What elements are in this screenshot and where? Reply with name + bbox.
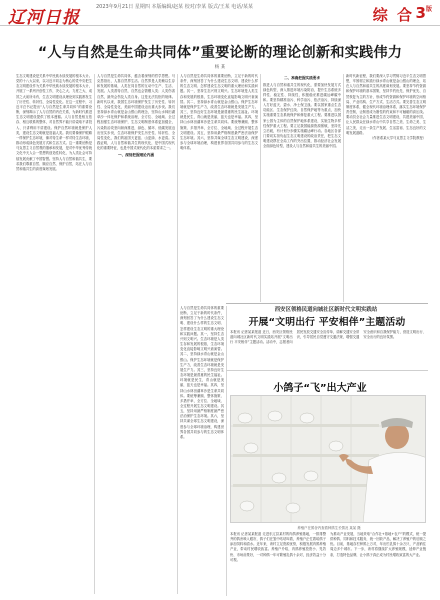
section-name: 综 合: [372, 6, 414, 24]
story1-column-1: [16, 74, 92, 594]
story1-col4-text: 推进人与自然和谐共生的现代化，需要加快发展方式绿色转型，深入推进环境污染防治，提升生态系统多样性、稳定性、持续性，积极稳妥推进碳达峰碳中和。要坚持精准治污、科学治污、依法治污，持续深入打好蓝天、碧水、净土保卫战。要以国家重点生态功能区、生态保护红线、自然保护地等为重点，加快实施重要生态系统保护和修复重大工程。要推进以国家公园为主体的自然保护地体系建设，实施生物多样性保护重大工程。要立足我国能源资源禀赋，坚持先立后破，有计划分步骤实施碳达峰行动。各地区各部门要切实担负起生态文明建设的政治责任，把生态文明建设摆在全局工作的突出位置，推动经济社会发展全面绿色转型，建设人与自然和谐共生的美丽中国。: [263, 82, 341, 149]
story1-col2-text: 人与自然是生命共同体，蕴含着深刻的哲学思想。马克思指出，人靠自然界生活。自然界是人类赖以生存和发展的基础，人类在同自然的互动中生产、生活、发展。人类善待自然，自然也会馈赠人类；人类伤害自然，最终会伤及人类自身。这是无法抗拒的规律。新时代以来，我国生态环境保护发生了历史性、转折性、全局性变化，美丽中国建设迈出重大步伐。我们坚持绿水青山就是金山银山的理念，坚持山水林田湖草沙一体化保护和系统治理，全方位、全地域、全过程加强生态环境保护，生态文明制度体系更加健全，污染防治攻坚向纵深推进，绿色、循环、低碳发展迈出坚实步伐，生态环境保护发生历史性、转折性、全局性变化，我们的祖国天更蓝、山更绿、水更清。实践证明，人与自然和谐共生的现代化，是中国式现代化的重要特征，也是中国式现代化的本质要求之一。: [97, 74, 175, 151]
story1-column-3-lower: [180, 306, 224, 596]
newspaper-logo: 辽河日报: [8, 8, 80, 28]
story1-column-4: [263, 74, 341, 302]
story1-subheading-1: 一、深刻把握理论内涵: [118, 152, 154, 157]
story1-col1-text: 生态文明建设是关系中华民族永续发展的根本大计。党的十八大以来，以习近平同志为核心的党中央把生态文明建设作为关系中华民族永续发展的根本大计，开展了一系列开创性工作，决心之大、力度之大、成效之大前所未有，生态文明建设从理论到实践都发生了历史性、转折性、全局性变化。在这一过程中，习近平总书记提出“人与自然是生命共同体”的重要论断，深刻揭示了人与自然的内在关系，为新时代推进生态文明建设提供了根本遵循。人与自然是相互依存、相互联系的整体，对自然界不能只讲索取不讲投入、只讲利用不讲建设。保护自然环境就是保护人类，建设生态文明就是造福人类。我们要像保护眼睛一样保护生态环境，像对待生命一样对待生态环境，推动形成绿色发展方式和生活方式。这一重要论断是马克思主义自然观的继承和发展，是对中华优秀传统文化中天人合一思想的创造性转化，为人类社会可持续发展贡献了中国智慧。坚持人与自然和谐共生，要求我们尊重自然、顺应自然、保护自然，站在人与自然和谐共生的高度谋划发展。: [16, 74, 92, 171]
story3-photo: [230, 395, 426, 523]
story1-subheading-2: 二、准确把握实践要求: [284, 75, 320, 80]
page-number-value: 3: [415, 4, 426, 22]
story3-title: 小鸽子“飞”出大产业: [273, 383, 367, 394]
story-divider: [226, 370, 428, 371]
column-divider: [177, 74, 178, 594]
main-headline: “人与自然是生命共同体”重要论断的理论创新和实践伟力: [37, 45, 403, 61]
story1-column-5: [346, 74, 426, 302]
story3-body-right: [330, 532, 426, 594]
byline: 杨 某: [214, 65, 226, 70]
story3-body-right-text: 为推动产业发展，当地采取“合作社+基地+农户”的模式，统一提供种鸽、饲料和技术服务，统一回收产品，解决了养殖户的后顾之忧。目前，基地存栏种鸽上万对，年出栏乳鸽十余万只，产品销往周边多个城市。下一步，该村将继续扩大养殖规模，延伸产业链条，打造特色品牌，让小鸽子真正成为村民增收致富的大产业。: [330, 532, 426, 557]
column-divider: [343, 74, 344, 302]
story1-author-note: （作者系某大学马克思主义学院教授）: [369, 135, 426, 140]
column-divider: [226, 306, 227, 596]
photo-caption: 养殖户在鸽舍内查看种鸽生长情况 某某 摄: [297, 526, 361, 530]
page-number: [416, 4, 432, 22]
issue-info: 2023年9月21日 星期四 本版编辑/赵某 校对/李某 版式/王某 电话/某某: [96, 4, 253, 10]
story1-col3-text: 人与自然是生命共同体的重要论断，立足于新的时代条件，深刻回答了为什么建设生态文明、建设什么样的生态文明、怎样建设生态文明的重大理论和实践问题。其一，坚持生态兴则文明兴。生态环境是人类生存和发展的根基，生态环境变化直接影响文明兴衰演替。其二，坚持绿水青山就是金山银山。保护生态环境就是保护生产力，改善生态环境就是发展生产力。其三，坚持良好生态环境是最普惠的民生福祉。环境就是民生，青山就是美丽，蓝天也是幸福。其四，坚持山水林田湖草沙是生命共同体。要统筹兼顾、整体施策、多措并举，全方位、全地域、全过程开展生态文明建设。其五，坚持用最严格制度最严密法治保护生态环境。其六，坚持共谋全球生态文明建设，深度参与全球环境治理，构建世界各国共同参与的生态文明体系。: [180, 74, 258, 151]
story1-column-2: [97, 74, 175, 594]
story2-top-rule: [226, 303, 428, 304]
story1-col5-text: 新时代新征程，我们要深入学习贯彻习近平生态文明思想，牢固树立和践行绿水青山就是金山银山的理念，站在人与自然和谐共生的高度谋划发展。要坚持节约资源和保护环境的基本国策，坚持节约优先、保护优先、自然恢复为主的方针，形成节约资源和保护环境的空间格局、产业结构、生产方式、生活方式。要完善生态文明制度体系，健全现代环境治理体系，落实生态环境保护责任制，让制度成为刚性的约束和不可触碰的高压线。要动员全社会力量推进生态文明建设，共建美丽中国，让人民群众在绿水青山中共享自然之美、生命之美、生活之美，走出一条生产发展、生活富裕、生态良好的文明发展道路。: [346, 74, 426, 135]
story2-title: 开展“文明出行 平安相伴”主题活动: [248, 317, 406, 328]
column-divider: [94, 74, 95, 594]
story1-col3-lower-text: 人与自然是生命共同体的重要论断，立足于新的时代条件，深刻回答了为什么建设生态文明、建设什么样的生态文明、怎样建设生态文明的重大理论和实践问题。其一，坚持生态兴则文明兴。生态环境是人类生存和发展的根基，生态环境变化直接影响文明兴衰演替。其二，坚持绿水青山就是金山银山。保护生态环境就是保护生产力，改善生态环境就是发展生产力。其三，坚持良好生态环境是最普惠的民生福祉。环境就是民生，青山就是美丽，蓝天也是幸福。其四，坚持山水林田湖草沙是生命共同体。要统筹兼顾、整体施策、多措并举，全方位、全地域、全过程开展生态文明建设。其五，坚持用最严格制度最严密法治保护生态环境。其六，坚持共谋全球生态文明建设，深度参与全球环境治理，构建世界各国共同参与的生态文明体系。: [180, 306, 224, 439]
story2-kicker: 西安区领格民道向城社区新时代文明实践站: [274, 307, 378, 313]
masthead: [0, 0, 440, 26]
page-suffix: 版: [425, 6, 432, 13]
story3-body-left: [230, 532, 326, 594]
story3-body-left-text: 本报讯 记者某某报道 走进东辽县某村的肉鸽养殖基地，一排排整齐的鸽舍映入眼帘，鸽子们在笼中咕咕叫着，养殖户正忙着给鸽子添加饲料和清水。近年来，该村立足资源优势，积极发展肉鸽养殖产业，带动村民增收致富。养殖户介绍，肉鸽养殖投资小、见效快、市场前景好，一对种鸽一年可繁殖乳鸽十余对，经济效益十分可观。: [230, 532, 326, 562]
story2-body: [230, 330, 426, 366]
story2-body-text: 本报讯 记者某某报道 近日，西安区领格民道向城社区新时代文明实践站开展“文明出行 平安相伴”主题活动。活动中，志愿者向居民发放交通安全宣传单，讲解交通安全常识，引导居民自觉遵守交通法规，增强交通安全意识和自我保护能力，营造文明出行、安全出行的良好氛围。: [230, 330, 426, 345]
column-divider: [260, 74, 261, 302]
pigeon-coop-photo-illustration: [231, 396, 426, 523]
story1-column-3: [180, 74, 258, 302]
